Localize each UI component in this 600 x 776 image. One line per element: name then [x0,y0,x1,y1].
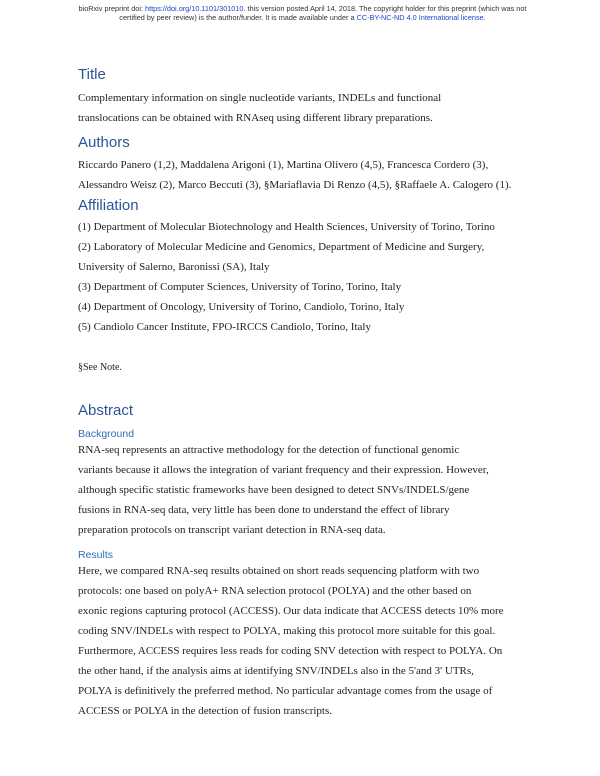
authors-line: Alessandro Weisz (2), Marco Beccuti (3), §Mariaflavia Di Renzo (4,5), §Raffaele A. Calogero (1). [78,179,512,191]
doi-link[interactable]: https://doi.org/10.1101/301010 [145,4,244,13]
results-text [78,561,528,721]
results-line: exonic regions capturing protocol (ACCESS). Our data indicate that ACCESS detects 10% more [78,605,504,617]
see-note: §See Note. [78,362,122,373]
affiliation-line: (5) Candiolo Cancer Institute, FPO-IRCCS Candiolo, Torino, Italy [78,321,371,333]
title-line: Complementary information on single nucleotide variants, INDELs and functional [78,92,442,104]
affiliation-line: University of Salerno, Baronissi (SA), Italy [78,261,270,273]
background-line: fusions in RNA-seq data, very little has been done to understand the effect of library [78,504,450,516]
affiliation-list [78,217,528,337]
results-line: POLYA is definitively the preferred method. No particular advantage comes from the usage of [78,685,493,697]
authors-line: Riccardo Panero (1,2), Maddalena Arigoni (1), Martina Olivero (4,5), Francesca Cordero (3), [78,159,489,171]
authors-heading: Authors [78,134,130,151]
results-line: Furthermore, ACCESS requires less reads for coding SNV detection with respect to POLYA. On [78,645,503,657]
header-text: certified by peer review) is the author/funder. It is made available under a [119,13,357,22]
affiliation-line: (3) Department of Computer Sciences, University of Torino, Torino, Italy [78,281,402,293]
background-heading: Background [78,428,135,440]
results-line: the other hand, if the analysis aims at identifying SNV/INDELs also in the 5'and 3' UTRs, [78,665,474,677]
results-line: Here, we compared RNA-seq results obtained on short reads sequencing platform with two [78,565,480,577]
affiliation-line: (4) Department of Oncology, University of Torino, Candiolo, Torino, Italy [78,301,405,313]
background-text [78,440,528,540]
results-line: ACCESS or POLYA in the detection of fusion transcripts. [78,705,333,717]
results-line: protocols: one based on polyA+ RNA selection protocol (POLYA) and the other based on [78,585,472,597]
affiliation-line: (2) Laboratory of Molecular Medicine and Genomics, Department of Medicine and Surgery, [78,241,485,253]
header-text: . [483,13,486,22]
header-text: bioRxiv preprint doi: [78,4,146,13]
header-line-1 [30,4,575,13]
background-line: RNA-seq represents an attractive methodology for the detection of functional genomic [78,444,460,456]
background-line: although specific statistic frameworks have been designed to detect SNVs/INDELS/gene [78,484,470,496]
results-heading: Results [78,549,114,561]
title-line: translocations can be obtained with RNAseq using different library preparations. [78,112,433,124]
title-heading: Title [78,66,106,83]
title-text [78,88,528,128]
affiliation-heading: Affiliation [78,197,139,214]
background-line: variants because it allows the integration of variant frequency and their expression. However, [78,464,489,476]
results-line: coding SNV/INDELs with respect to POLYA, making this protocol more suitable for this goal. [78,625,496,637]
preprint-header [30,4,575,22]
authors-text [78,155,528,195]
background-line: preparation protocols on transcript variant detection in RNA-seq data. [78,524,386,536]
header-text: . this version posted April 14, 2018. The copyright holder for this preprint (which was not [243,4,527,13]
abstract-heading: Abstract [78,402,134,419]
license-link[interactable]: CC-BY-NC-ND 4.0 International license [356,13,484,22]
header-line-2 [30,13,575,22]
paper-body [78,62,528,721]
affiliation-line: (1) Department of Molecular Biotechnology and Health Sciences, University of Torino, Torino [78,221,495,233]
